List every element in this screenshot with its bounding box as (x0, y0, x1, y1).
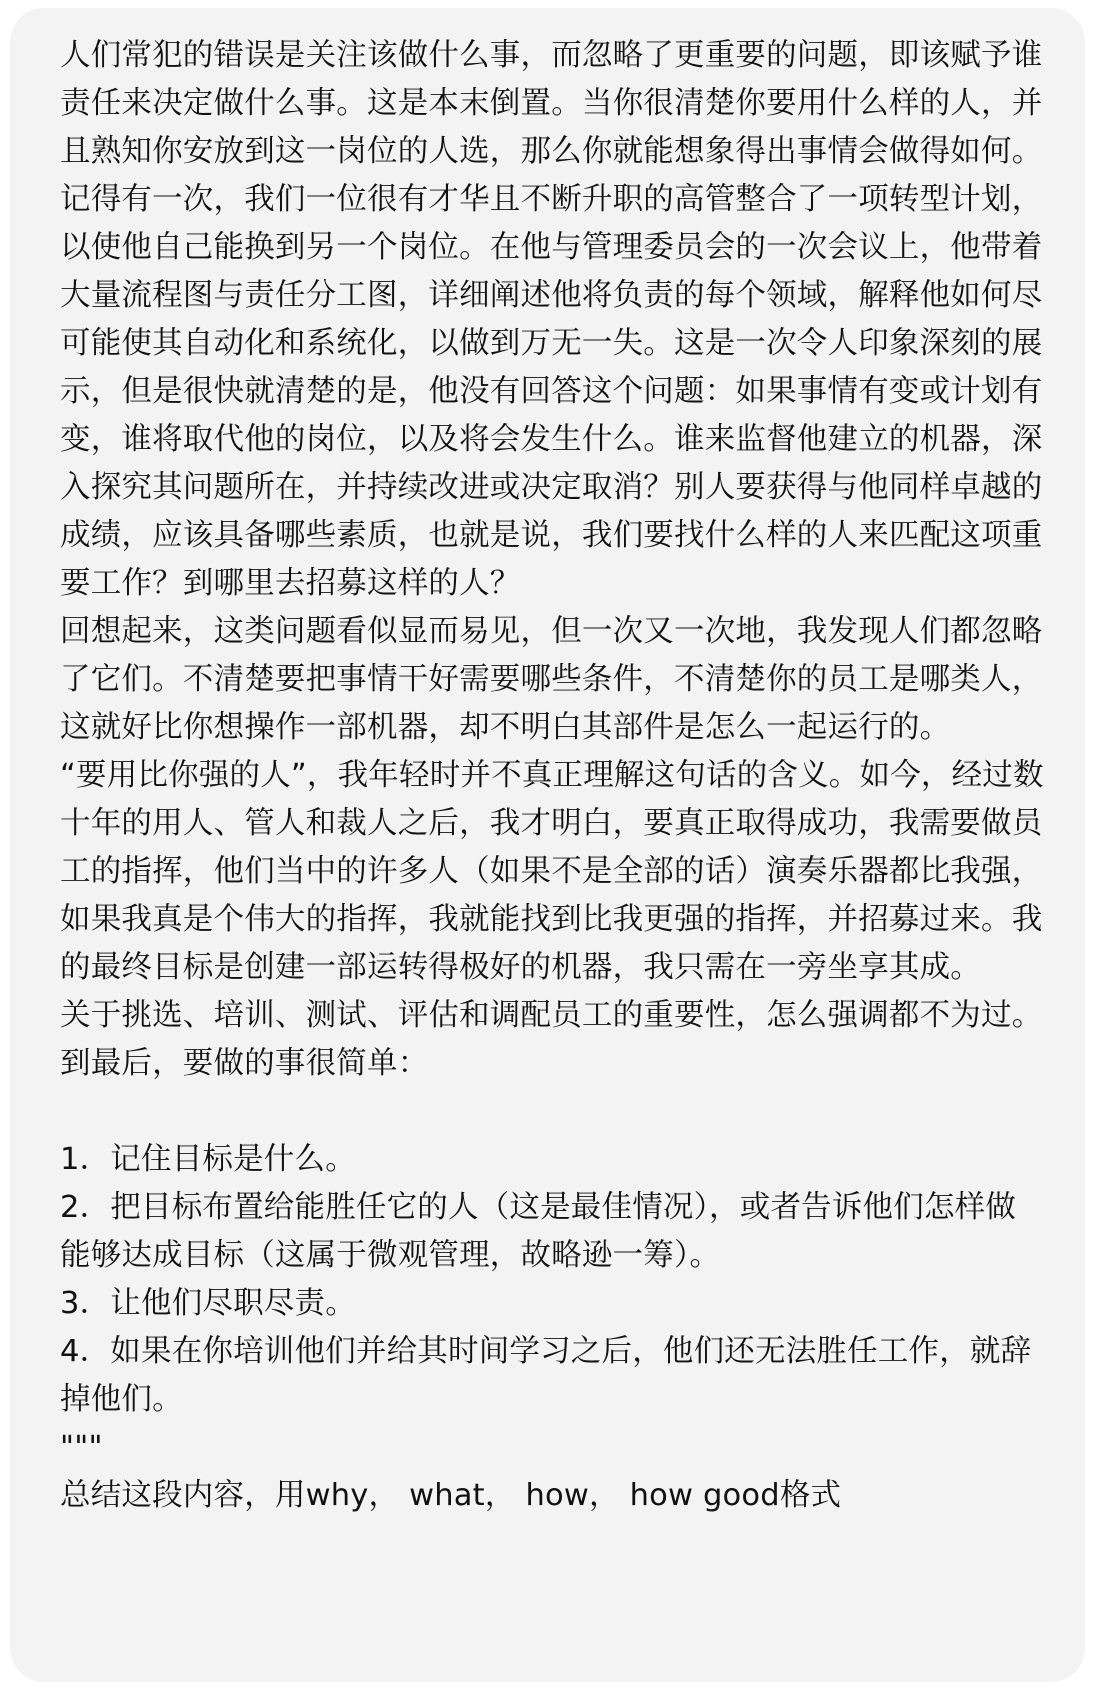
instruction-text: 总结这段内容，用why， what， how， how good格式 (60, 1478, 842, 1513)
list-item-3: 3．让他们尽职尽责。 (60, 1286, 356, 1321)
message-paragraph-5: 关于挑选、培训、测试、评估和调配员工的重要性，怎么强调都不为过。 (60, 998, 1043, 1033)
message-paragraph-3: 回想起来，这类问题看似显而易见，但一次又一次地，我发现人们都忽略了它们。不清楚要把事情干好需要哪些条件，不清楚你的员工是哪类人，这就好比你想操作一部机器，却不明白其部件是怎么一起运行的。 (60, 614, 1043, 745)
blank-line (60, 1088, 1045, 1136)
user-message-bubble (10, 8, 1085, 1682)
quote-delimiter: """ (60, 1430, 103, 1465)
list-item-4: 4．如果在你培训他们并给其时间学习之后，他们还无法胜任工作，就辞掉他们。 (60, 1334, 1032, 1417)
list-item-1: 1．记住目标是什么。 (60, 1142, 356, 1177)
message-paragraph-4: “要用比你强的人”，我年轻时并不真正理解这句话的含义。如今，经过数十年的用人、管人和裁人之后，我才明白，要真正取得成功，我需要做员工的指挥，他们当中的许多人（如果不是全部的话）演奏乐器都比我强，如果我真是个伟大的指挥，我就能找到比我更强的指挥，并招募过来。我的最终目标是创建一部运转得极好的机器，我只需在一旁坐享其成。 (60, 758, 1044, 985)
list-item-2: 2．把目标布置给能胜任它的人（这是最佳情况），或者告诉他们怎样做能够达成目标（这属于微观管理，故略逊一筹）。 (60, 1190, 1017, 1273)
message-paragraph-1: 人们常犯的错误是关注该做什么事，而忽略了更重要的问题，即该赋予谁责任来决定做什么事。这是本末倒置。当你很清楚你要用什么样的人，并且熟知你安放到这一岗位的人选，那么你就能想象得出事情会做得如何。 (60, 38, 1043, 169)
message-paragraph-2: 记得有一次，我们一位很有才华且不断升职的高管整合了一项转型计划，以使他自己能换到另一个岗位。在他与管理委员会的一次会议上，他带着大量流程图与责任分工图，详细阐述他将负责的每个领域，解释他如何尽可能使其自动化和系统化，以做到万无一失。这是一次令人印象深刻的展示，但是很快就清楚的是，他没有回答这个问题：如果事情有变或计划有变，谁将取代他的岗位，以及将会发生什么。谁来监督他建立的机器，深入探究其问题所在，并持续改进或决定取消？别人要获得与他同样卓越的成绩，应该具备哪些素质，也就是说，我们要找什么样的人来匹配这项重要工作？到哪里去招募这样的人？ (60, 182, 1043, 601)
message-paragraph-6: 到最后，要做的事很简单： (60, 1046, 429, 1081)
